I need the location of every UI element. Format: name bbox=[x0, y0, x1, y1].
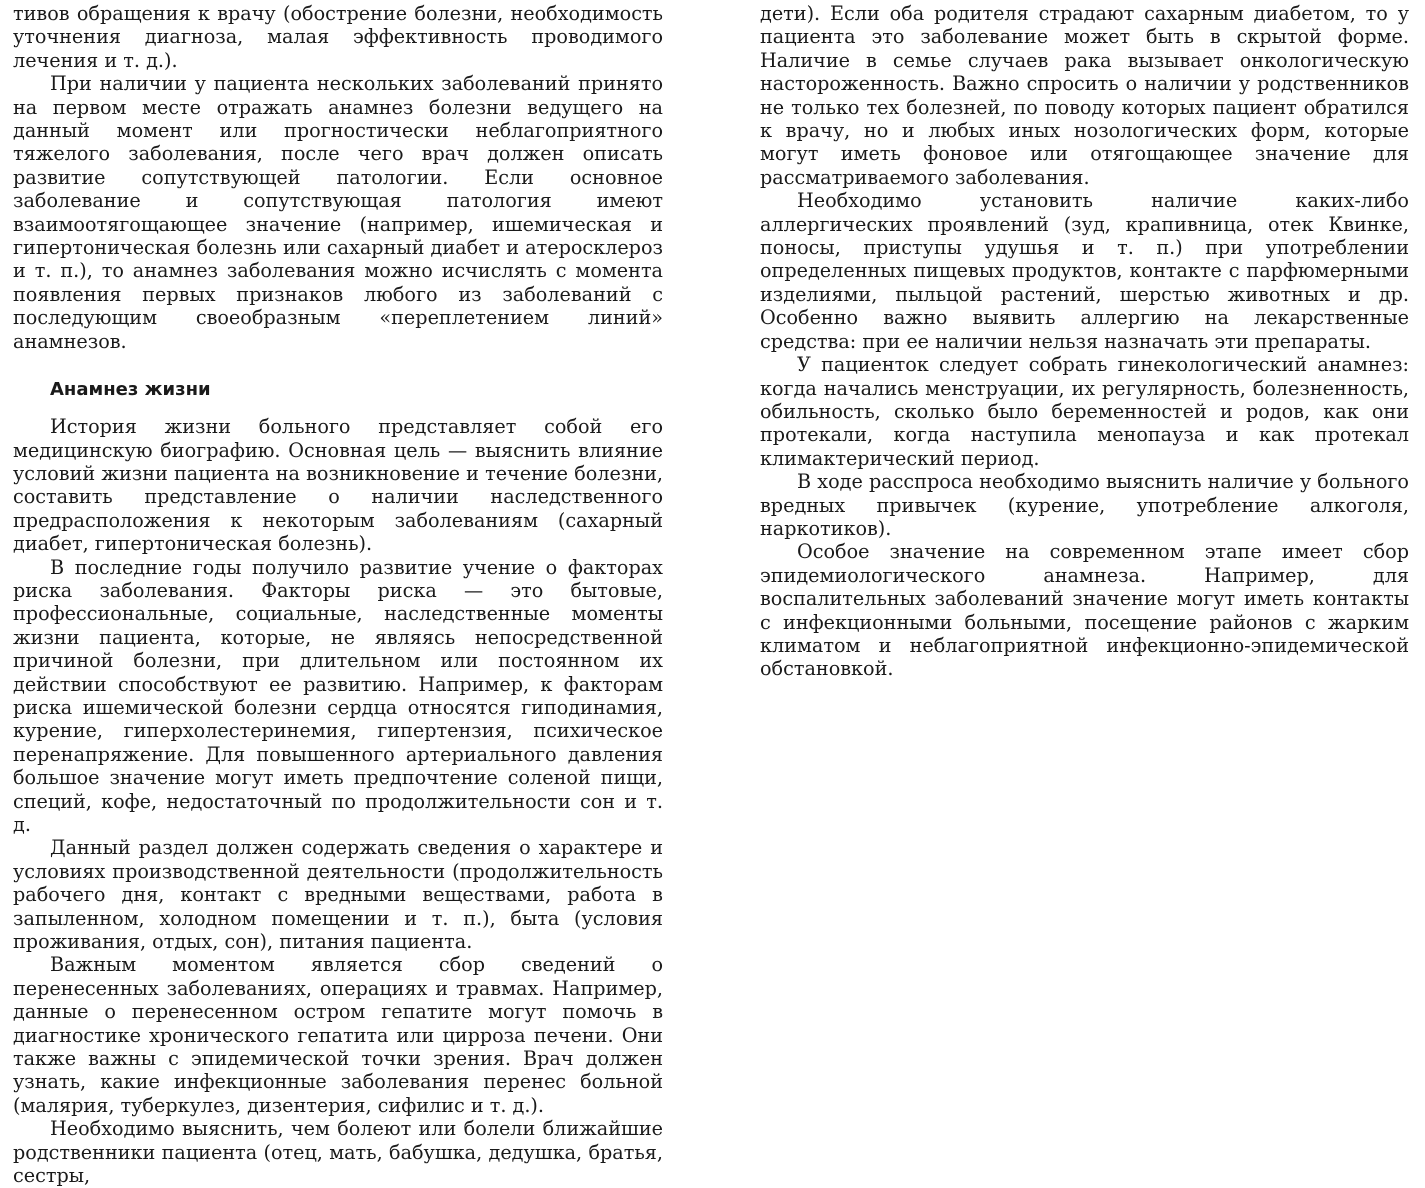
left-column bbox=[13, 2, 663, 1188]
right-column bbox=[760, 2, 1409, 681]
paragraph: В последние годы получило развитие учение о факторах риска заболевания. Факторы риска — это бытовые, профессиональные, социальные, наследственные моменты жизни пациента, которые, не являясь непосредственной причиной болезни, при длительном или постоянном их действии способствуют ее развитию. Например, к факторам риска ишемической болезни сердца относятся гиподинамия, курение, гиперхолестеринемия, гипертензия, психическое перенапряжение. Для повышенного артериального давления большое значение могут иметь предпочтение соленой пищи, специй, кофе, недостаточный по продолжительности сон и т. д. bbox=[13, 555, 663, 836]
paragraph: дети). Если оба родителя страдают сахарным диабетом, то у пациента это заболевание может быть в скрытой форме. Наличие в семье случаев рака вызывает онкологическую настороженность. Важно спросить о наличии у родственников не только тех болезней, по поводу которых пациент обратился к врачу, но и любых иных нозологических форм, которые могут иметь фоновое или отягощающее значение для рассматриваемого заболевания. bbox=[760, 2, 1409, 189]
paragraph: В ходе расспроса необходимо выяснить наличие у больного вредных привычек (курение, употребление алкоголя, наркотиков). bbox=[760, 470, 1409, 540]
paragraph: Необходимо установить наличие каких-либо аллергических проявлений (зуд, крапивница, отек Квинке, поносы, приступы удушья и т. п.) при употреблении определенных пищевых продуктов, контакте с парфюмерными изделиями, пыльцой растений, шерстью животных и др. Особенно важно выявить аллергию на лекарственные средства: при ее наличии нельзя назначать эти препараты. bbox=[760, 189, 1409, 353]
section-heading: Анамнез жизни bbox=[50, 379, 211, 401]
paragraph: История жизни больного представляет собой его медицинскую биографию. Основная цель — выяснить влияние условий жизни пациента на возникновение и течение болезни, составить представление о наличии наследственного предрасположения к некоторым заболеваниям (сахарный диабет, гипертоническая болезнь). bbox=[13, 415, 663, 556]
paragraph: При наличии у пациента нескольких заболеваний принято на первом месте отражать анамнез болезни ведущего на данный момент или прогностически неблагоприятного тяжелого заболевания, после чего врач должен описать развитие сопутствующей патологии. Если основное заболевание и сопутствующая патология имеют взаимоотягощающее значение (например, ишемическая и гипертоническая болезнь или сахарный диабет и атеросклероз и т. п.), то анамнез заболевания можно исчислять с момента появления первых признаков любого из заболеваний с последующим своеобразным «переплетением линий» анамнезов. bbox=[13, 72, 663, 353]
paragraph: Особое значение на современном этапе имеет сбор эпидемиологического анамнеза. Например, для воспалительных заболеваний значение могут иметь контакты с инфекционными больными, посещение районов с жарким климатом и неблагоприятной инфекционно-эпидемической обстановкой. bbox=[760, 540, 1409, 681]
paragraph: У пациенток следует собрать гинекологический анамнез: когда начались менструации, их регулярность, болезненность, обильность, сколько было беременностей и родов, как они протекали, когда наступила менопауза и как протекал климактерический период. bbox=[760, 353, 1409, 470]
paragraph: Данный раздел должен содержать сведения о характере и условиях производственной деятельности (продолжительность рабочего дня, контакт с вредными веществами, работа в запыленном, холодном помещении и т. п.), быта (условия проживания, отдых, сон), питания пациента. bbox=[13, 836, 663, 954]
paragraph: Необходимо выяснить, чем болеют или болели ближайшие родственники пациента (отец, мать, бабушка, дедушка, братья, сестры, bbox=[13, 1117, 663, 1188]
paragraph: тивов обращения к врачу (обострение болезни, необходимость уточнения диагноза, малая эффективность проводимого лечения и т. д.). bbox=[13, 2, 663, 72]
paragraph: Важным моментом является сбор сведений о перенесенных заболеваниях, операциях и травмах. Например, данные о перенесенном остром гепатите могут помочь в диагностике хронического гепатита или цирроза печени. Они также важны с эпидемической точки зрения. Врач должен узнать, какие инфекционные заболевания перенес больной (малярия, туберкулез, дизентерия, сифилис и т. д.). bbox=[13, 953, 663, 1117]
